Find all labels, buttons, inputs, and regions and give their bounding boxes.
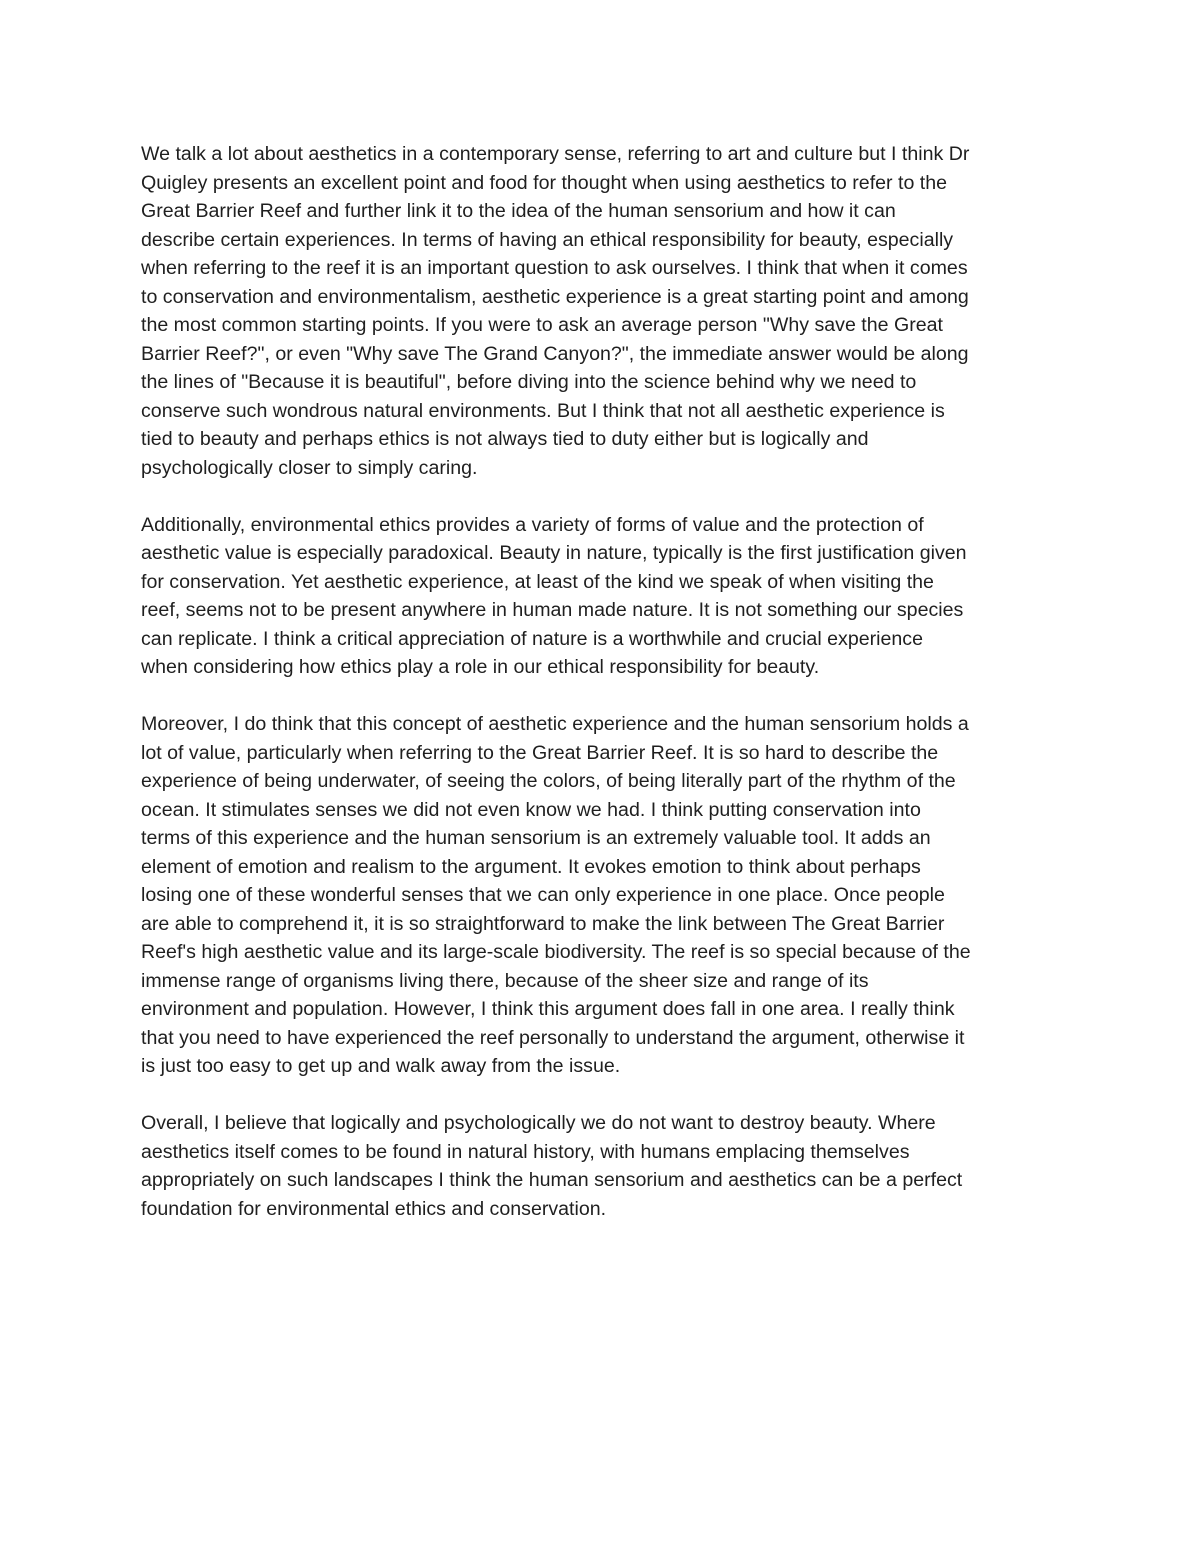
document-body bbox=[141, 140, 1066, 1252]
paragraph-2: Additionally, environmental ethics provides a variety of forms of value and the protection of aesthetic value is especially paradoxical. Beauty in nature, typically is the first justification given for conservation. Yet aesthetic experience, at least of the kind we speak of when visiting the reef, seems not to be present anywhere in human made nature. It is not something our species can replicate. I think a critical appreciation of nature is a worthwhile and crucial experience when considering how ethics play a role in our ethical responsibility for beauty. bbox=[141, 513, 967, 678]
paragraph-1: We talk a lot about aesthetics in a contemporary sense, referring to art and culture but I think Dr Quigley presents an excellent point and food for thought when using aesthetics to refer to the Great Barrier Reef and further link it to the idea of the human sensorium and how it can describe certain experiences. In terms of having an ethical responsibility for beauty, especially when referring to the reef it is an important question to ask ourselves. I think that when it comes to conservation and environmentalism, aesthetic experience is a great starting point and among the most common starting points. If you were to ask an average person "Why save the Great Barrier Reef?", or even "Why save The Grand Canyon?", the immediate answer would be along the lines of "Because it is beautiful", before diving into the science behind why we need to conserve such wondrous natural environments. But I think that not all aesthetic experience is tied to beauty and perhaps ethics is not always tied to duty either but is logically and psychologically closer to simply caring. bbox=[141, 143, 970, 479]
paragraph-3: Moreover, I do think that this concept of aesthetic experience and the human sensorium holds a lot of value, particularly when referring to the Great Barrier Reef. It is so hard to describe the experience of being underwater, of seeing the colors, of being literally part of the rhythm of the ocean. It stimulates senses we did not even know we had. I think putting conservation into terms of this experience and the human sensorium is an extremely valuable tool. It adds an element of emotion and realism to the argument. It evokes emotion to think about perhaps losing one of these wonderful senses that we can only experience in one place. Once people are able to comprehend it, it is so straightforward to make the link between The Great Barrier Reef's high aesthetic value and its large-scale biodiversity. The reef is so special because of the immense range of organisms living there, because of the sheer size and range of its environment and population. However, I think this argument does fall in one area. I really think that you need to have experienced the reef personally to understand the argument, otherwise it is just too easy to get up and walk away from the issue. bbox=[141, 713, 971, 1077]
paragraph-4: Overall, I believe that logically and psychologically we do not want to destroy beauty. Where aesthetics itself comes to be found in natural history, with humans emplacing themselves appropriately on such landscapes I think the human sensorium and aesthetics can be a perfect foundation for environmental ethics and conservation. bbox=[141, 1112, 963, 1220]
